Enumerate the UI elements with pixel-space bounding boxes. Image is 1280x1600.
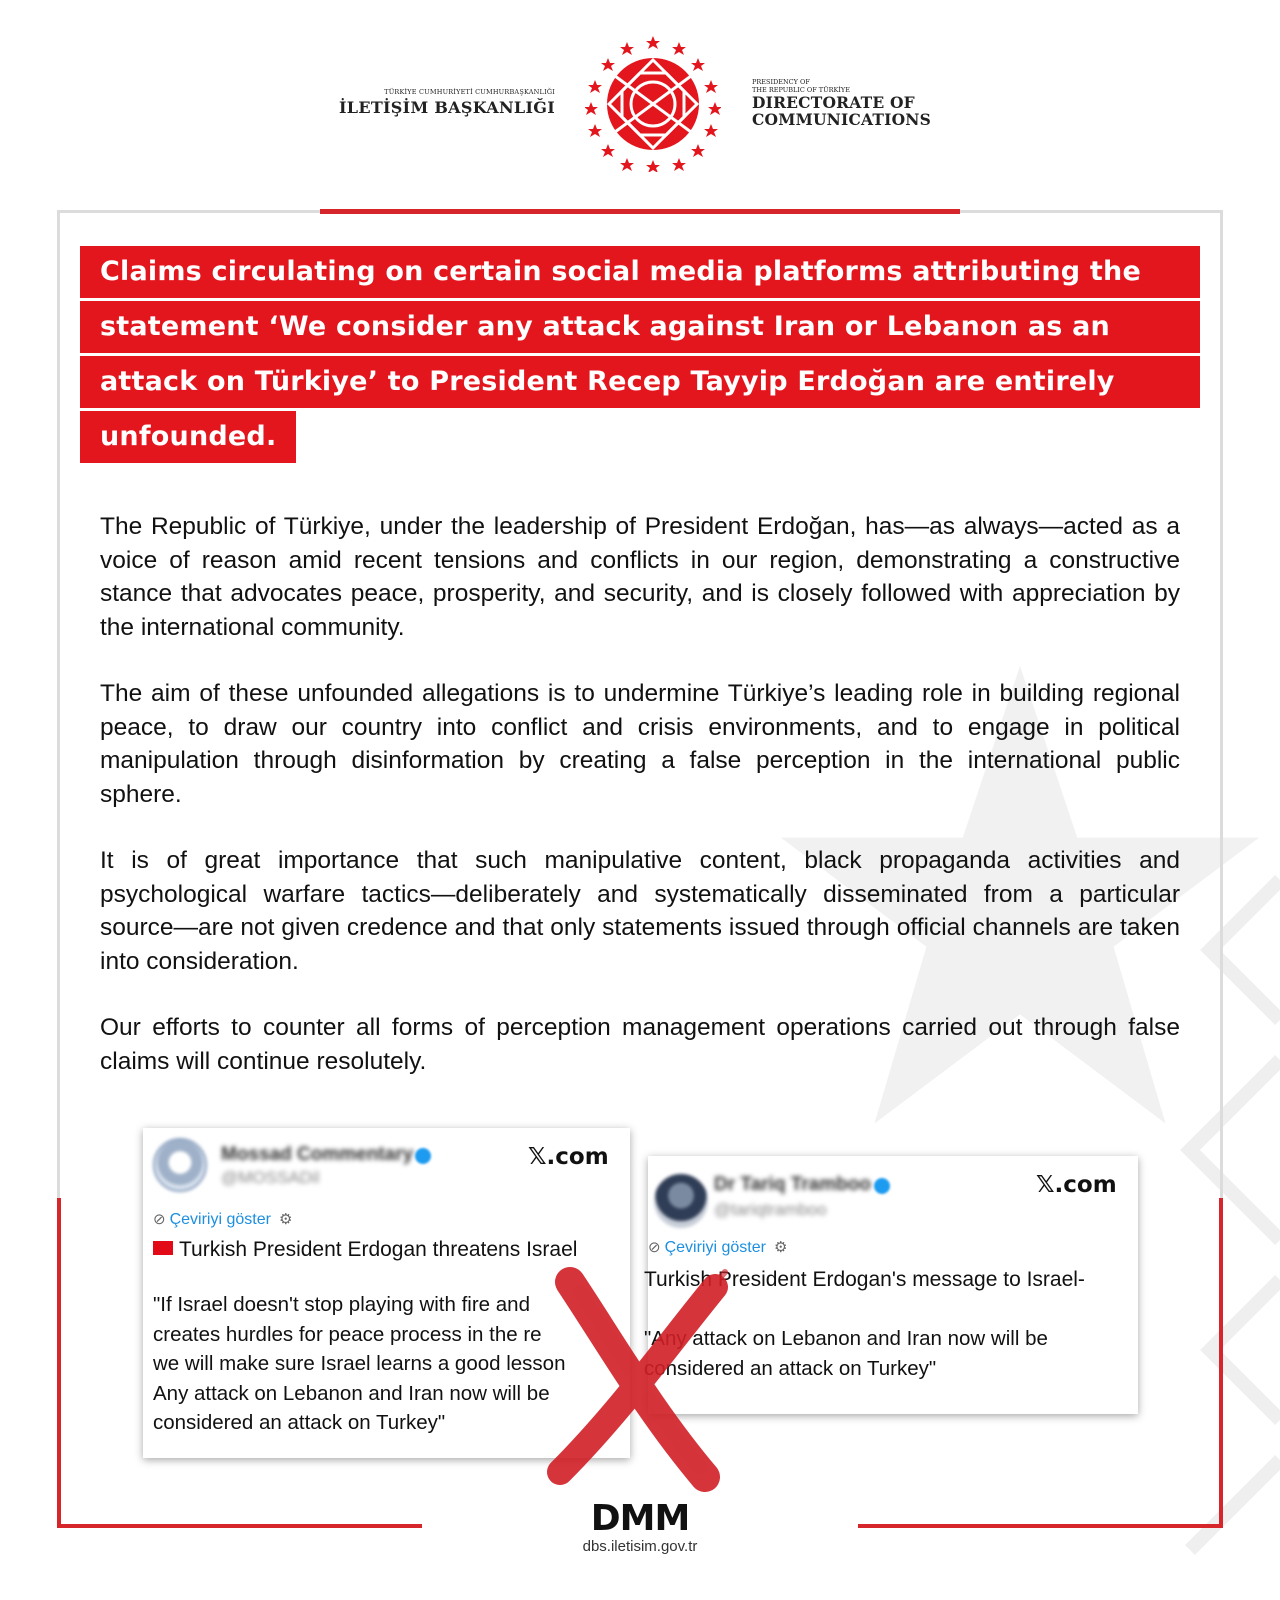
tweet-headline: Turkish President Erdogan threatens Israel — [153, 1238, 577, 1262]
body-paragraph: Our efforts to counter all forms of perception management operations carried out through false claims will continue resolutely. — [100, 1014, 1180, 1075]
translate-icon: ⊘ — [153, 1211, 166, 1228]
tweet-author-name: Mossad Commentary — [221, 1144, 414, 1165]
headline-line: unfounded. — [80, 411, 1200, 465]
gear-icon: ⚙ — [773, 1239, 788, 1256]
frame-left-grey — [57, 210, 60, 1200]
avatar — [654, 1174, 708, 1228]
tweet-author-name: Dr Tariq Tramboo — [714, 1174, 871, 1195]
body-paragraph: The aim of these unfounded allegations is to undermine Türkiye’s leading role in building regional peace, to draw our country into conflict and crisis environments, and to engage in political manipulation through disinformation by creating a false perception in the international public sphere. — [100, 680, 1180, 808]
tweet-quote: "Any attack on Lebanon and Iran now will be considered an attack on Turkey" — [644, 1327, 1048, 1380]
tweet-headline: Turkish President Erdogan's message to Israel- — [644, 1268, 1085, 1291]
headline-line: attack on Türkiye’ to President Recep Tayyip Erdoğan are entirely — [80, 356, 1200, 410]
tweet-author-handle: @MOSSADil — [221, 1168, 320, 1187]
presidential-seal-icon — [585, 36, 721, 172]
headline-line: statement ‘We consider any attack against Iran or Lebanon as an — [80, 301, 1200, 355]
header-right-small-2: THE REPUBLIC OF TÜRKİYE — [752, 86, 850, 94]
frame-left-accent — [57, 1198, 61, 1528]
headline-line: Claims circulating on certain social media platforms attributing the — [80, 246, 1200, 300]
tweet-quote: "If Israel doesn't stop playing with fire and creates hurdles for peace process in the re we will make sure Israel learns a good lesson Any attack on Lebanon and Iran now will be considered an attack on Turkey" — [153, 1293, 566, 1434]
red-x-mark-icon — [540, 1262, 730, 1492]
header-left-logo-text — [339, 88, 555, 117]
translate-label: Çeviriyi göster — [664, 1239, 766, 1256]
tweet-source: 𝕏.com — [1036, 1172, 1117, 1198]
frame-bottom-left — [57, 1524, 422, 1528]
header — [0, 30, 1280, 180]
footer-site[interactable]: dbs.iletisim.gov.tr — [582, 1538, 698, 1555]
body-paragraph: The Republic of Türkiye, under the leadership of President Erdoğan, has—as always—acted as a voice of reason amid recent tensions and conflicts in our region, demonstrating a constructive stance that advocates peace, prosperity, and security, and is closely followed with appreciation by the international community. — [100, 513, 1180, 641]
header-left-big: İLETİŞİM BAŞKANLIĞI — [338, 98, 555, 117]
frame-top-accent — [320, 209, 960, 214]
frame-bottom-right — [858, 1524, 1223, 1528]
dmm-logo: DMM — [590, 1498, 690, 1539]
body-paragraph: It is of great importance that such manipulative content, black propaganda activities and psychological warfare tactics—deliberately and systematically disseminated from a particular source—are not given credence and that only statements issued through official channels are taken into consideration. — [100, 847, 1180, 975]
translate-icon: ⊘ — [648, 1239, 661, 1256]
translate-label: Çeviriyi göster — [169, 1211, 271, 1228]
header-right-small-1: PRESIDENCY OF — [752, 78, 810, 86]
header-right-logo-text — [752, 78, 931, 128]
tweet-author-handle: @tariqtramboo — [714, 1200, 827, 1219]
headline-block — [80, 246, 1200, 466]
turkish-flag-icon — [153, 1241, 173, 1255]
translate-link[interactable] — [648, 1238, 787, 1257]
frame-right-grey — [1220, 210, 1223, 1200]
header-right-big-1: DIRECTORATE OF — [752, 93, 915, 112]
header-right-big-2: COMMUNICATIONS — [752, 110, 932, 129]
verified-badge-icon — [415, 1148, 431, 1164]
frame-right-accent — [1219, 1198, 1223, 1528]
tweet-source: 𝕏.com — [528, 1144, 609, 1170]
translate-link[interactable] — [153, 1210, 292, 1229]
avatar — [153, 1138, 207, 1192]
verified-badge-icon — [874, 1178, 890, 1194]
header-left-small: TÜRKİYE CUMHURİYETİ CUMHURBAŞKANLIĞI — [384, 88, 555, 96]
gear-icon: ⚙ — [278, 1211, 293, 1228]
statement-body — [100, 510, 1180, 1111]
